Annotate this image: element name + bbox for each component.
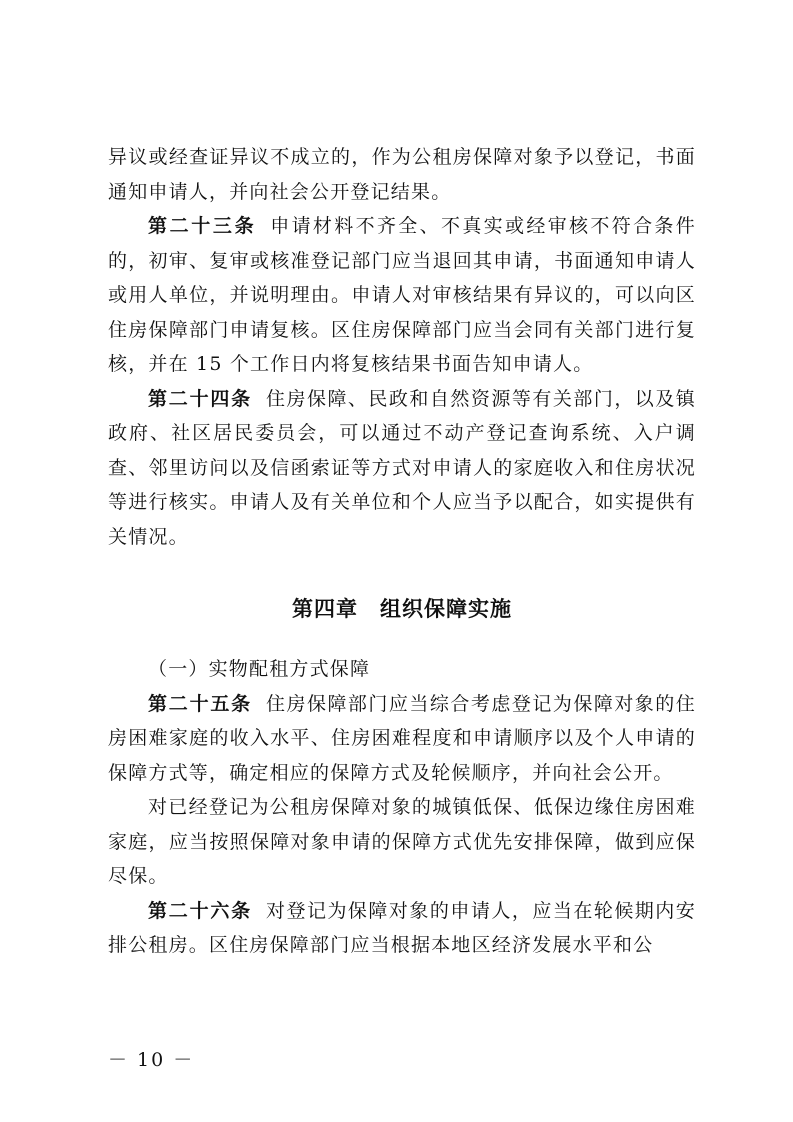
paragraph-continuation: 异议或经查证异议不成立的，作为公租房保障对象予以登记，书面通知申请人，并向社会公开登记结果。 xyxy=(108,146,696,203)
article-24 xyxy=(108,382,696,555)
chapter-number: 第四章 xyxy=(292,597,358,621)
article-25 xyxy=(108,687,696,791)
article-25-number: 第二十五条 xyxy=(148,692,252,715)
article-23-number: 第二十三条 xyxy=(148,215,257,237)
chapter-title: 组织保障实施 xyxy=(380,597,512,621)
article-25-text: 住房保障部门应当综合考虑登记为保障对象的住房困难家庭的收入水平、住房困难程度和申请顺序以及个人申请的保障方式等，确定相应的保障方式及轮候顺序，并向社会公开。 xyxy=(108,692,696,784)
article-26-text: 对登记为保障对象的申请人，应当在轮候期内安排公租房。区住房保障部门应当根据本地区经济发展水平和公 xyxy=(108,899,696,956)
article-24-text: 住房保障、民政和自然资源等有关部门，以及镇政府、社区居民委员会，可以通过不动产登记查询系统、入户调查、邻里访问以及信函索证等方式对申请人的家庭收入和住房状况等进行核实。申请人及有关单位和个人应当予以配合，如实提供有关情况。 xyxy=(108,387,696,548)
section-heading: （一）实物配租方式保障 xyxy=(148,658,371,680)
document-body xyxy=(108,140,696,963)
article-23-text: 申请材料不齐全、不真实或经审核不符合条件的，初审、复审或核准登记部门应当退回其申请，书面通知申请人或用人单位，并说明理由。申请人对审核结果有异议的，可以向区住房保障部门申请复核。区住房保障部门应当会同有关部门进行复核，并在 15 个工作日内将复核结果书面告知申请人。 xyxy=(108,215,696,375)
article-23 xyxy=(108,209,696,382)
chapter-heading xyxy=(108,592,696,626)
paragraph-priority: 对已经登记为公租房保障对象的城镇低保、低保边缘住房困难家庭，应当按照保障对象申请的保障方式优先安排保障，做到应保尽保。 xyxy=(108,796,696,887)
page-number: － 10 － xyxy=(108,1049,195,1071)
article-26-number: 第二十六条 xyxy=(148,899,252,922)
article-26 xyxy=(108,894,696,963)
article-24-number: 第二十四条 xyxy=(148,387,252,410)
